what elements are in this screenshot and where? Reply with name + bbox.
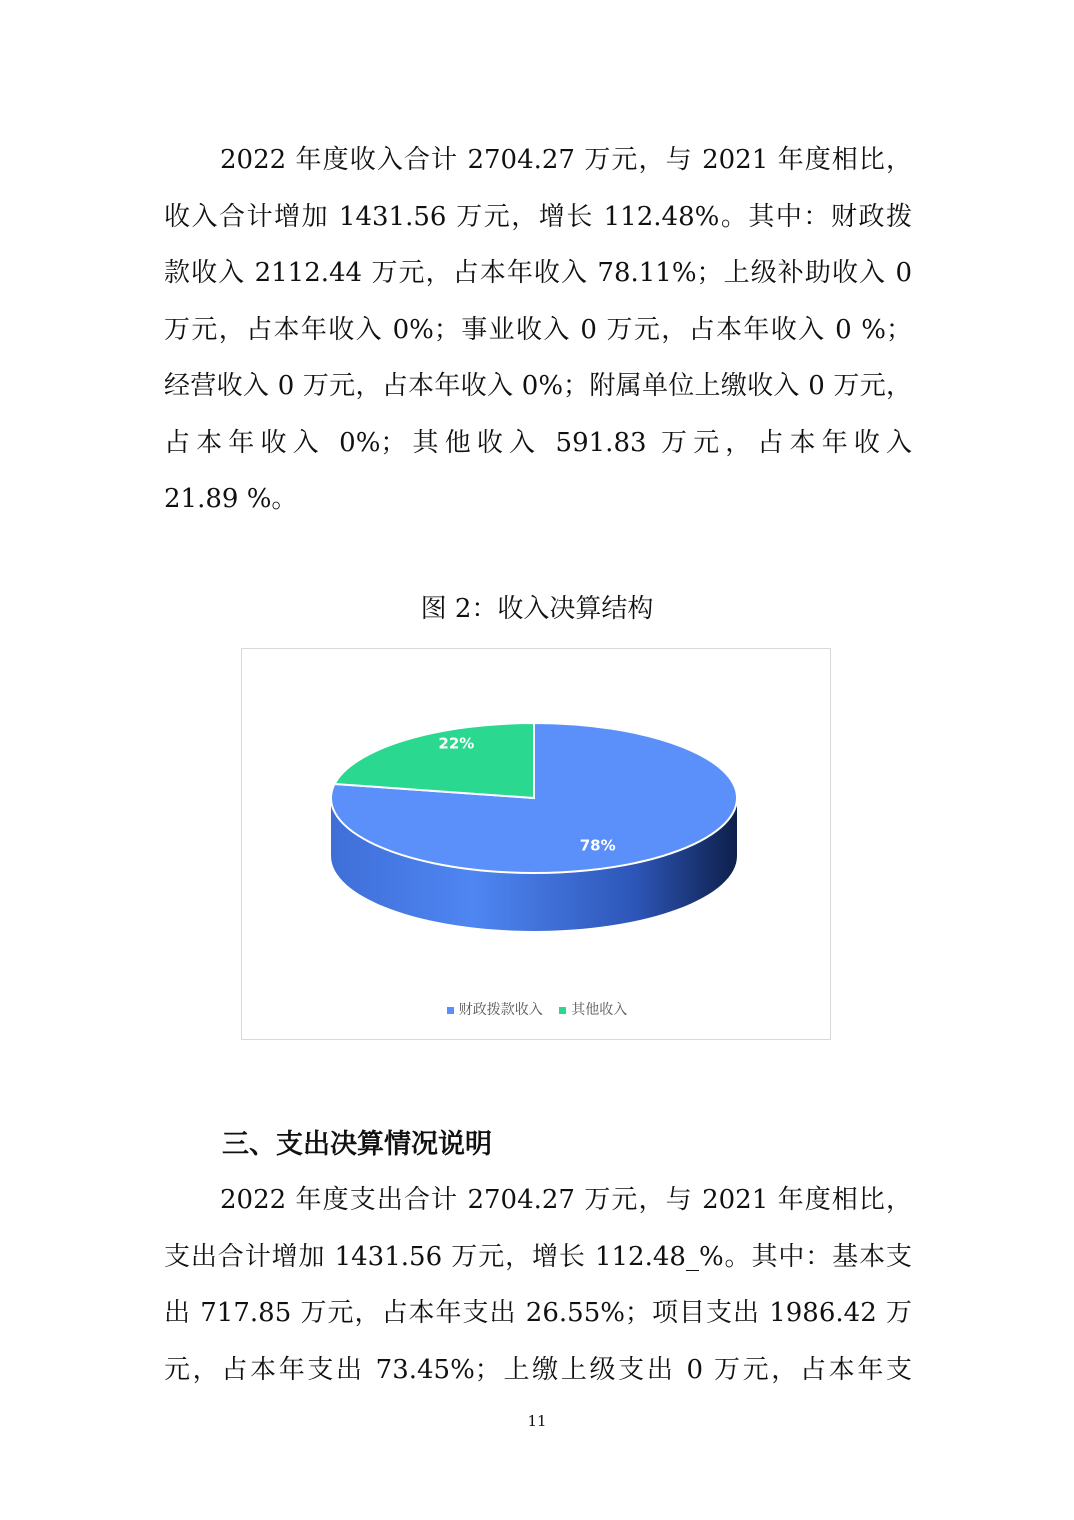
- chart-legend: [242, 999, 832, 1019]
- text-line: 2022 年度支出合计 2704.27 万元，与 2021 年度相比，: [220, 1185, 912, 1215]
- text-line: 收入合计增加 1431.56 万元，增长 112.48%。其中：财政拨: [164, 201, 912, 232]
- text-line: 款收入 2112.44 万元，占本年收入 78.11%；上级补助收入 0: [164, 258, 912, 288]
- text-line: 支出合计增加 1431.56 万元，增长 112.48_%。其中：基本支: [164, 1241, 912, 1272]
- text-line: 万元，占本年收入 0%；事业收入 0 万元，占本年收入 0 %；: [164, 314, 912, 345]
- pie-data-label: 78%: [579, 836, 616, 855]
- pie-chart-svg: [242, 649, 832, 1041]
- legend-item: [447, 999, 543, 1019]
- legend-label: 其他收入: [571, 1002, 628, 1018]
- text-line: 2022 年度收入合计 2704.27 万元，与 2021 年度相比，: [220, 145, 912, 175]
- pie-data-label: 22%: [438, 734, 475, 753]
- text-line: 出 717.85 万元，占本年支出 26.55%；项目支出 1986.42 万: [164, 1298, 912, 1328]
- expense-paragraph: [164, 1172, 912, 1398]
- income-structure-chart: [241, 648, 831, 1040]
- text-line: 元，占本年支出 73.45%；上缴上级支出 0 万元，占本年支: [164, 1354, 912, 1385]
- page-number: 11: [527, 1412, 547, 1430]
- legend-item: [559, 999, 627, 1019]
- text-line: 经营收入 0 万元，占本年收入 0%；附属单位上缴收入 0 万元，: [164, 371, 912, 401]
- text-line: 21.89 %。: [164, 484, 298, 514]
- section-title: 三、支出决算情况说明: [222, 1129, 492, 1160]
- pie-slice: [335, 723, 534, 798]
- legend-swatch: [447, 1007, 454, 1014]
- legend-swatch: [559, 1007, 566, 1014]
- legend-label: 财政拨款收入: [458, 1002, 543, 1018]
- income-paragraph: [164, 132, 912, 528]
- figure-caption: 图 2：收入决算结构: [420, 594, 654, 624]
- text-line: 占本年收入 0%；其他收入 591.83 万元，占本年收入: [164, 427, 912, 458]
